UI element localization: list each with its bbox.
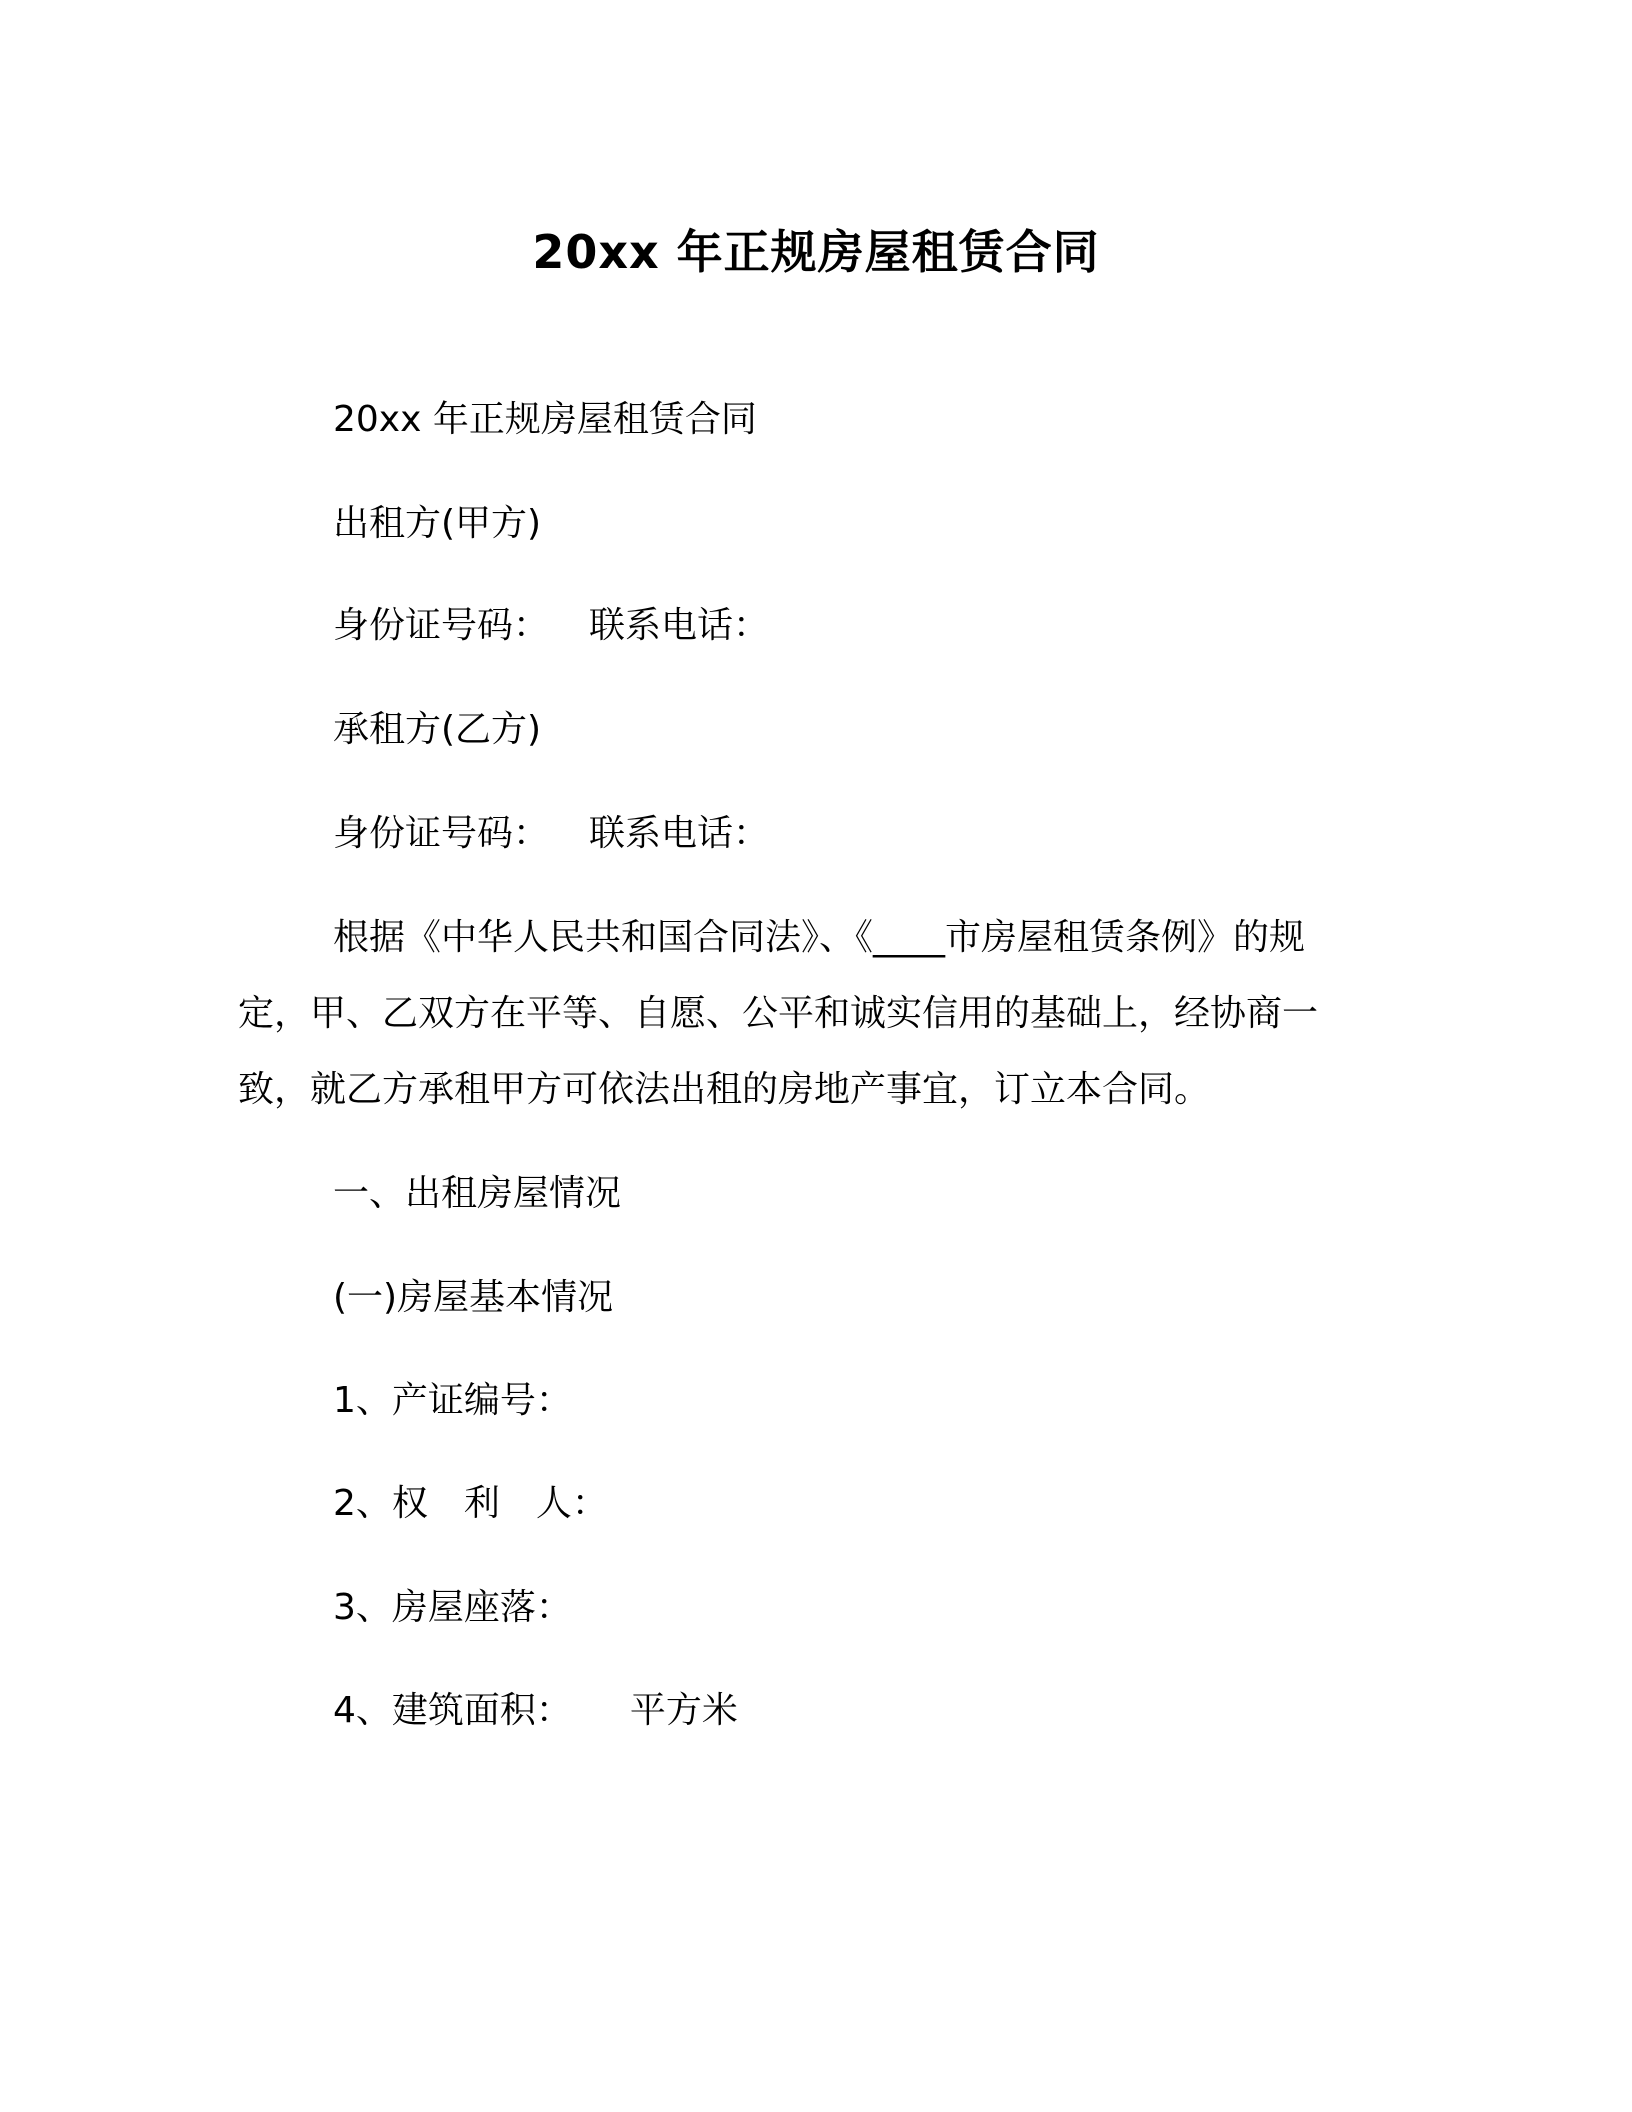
lessor-contact-row (333, 602, 769, 650)
preamble-line: 根据《中华人民共和国合同法》、《____市房屋租赁条例》的规 (333, 917, 1306, 958)
item-certificate-number: 1、产证编号： (333, 1380, 572, 1421)
lessor-heading: 出租方(甲方) (333, 503, 542, 544)
section-heading: 一、出租房屋情况 (333, 1173, 622, 1214)
preamble-paragraph (238, 900, 1388, 1128)
lessee-heading: 承租方(乙方) (333, 709, 542, 750)
lessor-phone-label: 联系电话： (589, 605, 770, 646)
lessee-phone-label: 联系电话： (589, 813, 770, 854)
lessee-id-label: 身份证号码： (333, 813, 550, 854)
item-floor-area-label: 4、建筑面积： (333, 1690, 572, 1731)
lessor-id-label: 身份证号码： (333, 605, 550, 646)
item-floor-area-row (333, 1687, 738, 1735)
preamble-line: 致，就乙方承租甲方可依法出租的房地产事宜，订立本合同。 (238, 1069, 1211, 1110)
document-title: 20xx 年正规房屋租赁合同 (532, 225, 1100, 279)
lessee-contact-row (333, 810, 769, 858)
subsection-heading: (一)房屋基本情况 (333, 1277, 614, 1318)
item-location: 3、房屋座落： (333, 1587, 572, 1628)
preamble-line: 定，甲、乙双方在平等、自愿、公平和诚实信用的基础上，经协商一 (238, 993, 1319, 1034)
item-floor-area-unit: 平方米 (629, 1690, 738, 1731)
contract-subtitle: 20xx 年正规房屋租赁合同 (333, 399, 757, 440)
item-owner: 2、权 利 人： (333, 1483, 608, 1524)
